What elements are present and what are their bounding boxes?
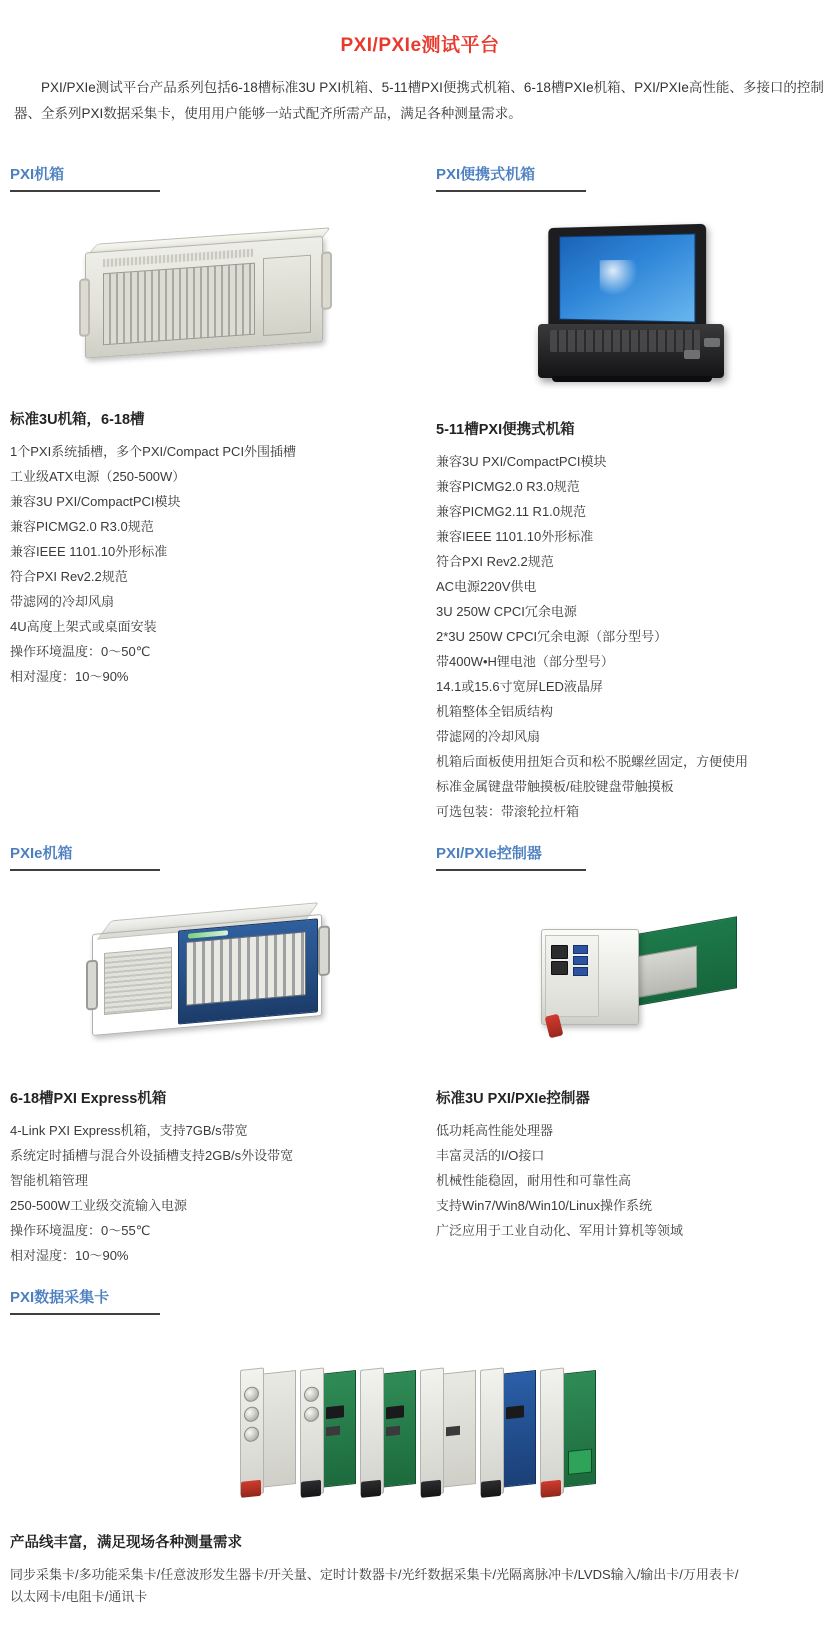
list-item: 兼容PICMG2.0 R3.0规范 bbox=[436, 479, 580, 494]
list-item: 工业级ATX电源（250-500W） bbox=[10, 469, 186, 484]
section-pxi-daq bbox=[10, 1270, 830, 1608]
list-item: 机箱整体全铝质结构 bbox=[436, 704, 554, 719]
list-item: 带滤网的冷却风扇 bbox=[10, 594, 115, 609]
chassis-illustration bbox=[77, 227, 337, 375]
section-heading-pxi-chassis: PXI机箱 bbox=[10, 163, 160, 192]
list-item: 1个PXI系统插槽，多个PXI/Compact PCI外围插槽 bbox=[10, 444, 297, 459]
daq-product-line-1: 同步采集卡/多功能采集卡/任意波形发生器卡/开关量、定时计数器卡/光纤数据采集卡/光隔离脉冲卡/LVDS输入/输出卡/万用表卡/ bbox=[10, 1567, 739, 1582]
daq-cards-illustration bbox=[240, 1349, 600, 1499]
section-pxi-controller bbox=[420, 826, 830, 1270]
sub-title-pxi-portable: 5-11槽PXI便携式机箱 bbox=[436, 422, 575, 438]
list-item: 兼容IEEE 1101.10外形标准 bbox=[10, 544, 168, 559]
daq-product-line-2: 以太网卡/电阻卡/通讯卡 bbox=[10, 1589, 148, 1604]
list-item: 丰富灵活的I/O接口 bbox=[436, 1148, 545, 1163]
list-item: 4-Link PXI Express机箱，支持7GB/s带宽 bbox=[10, 1123, 248, 1138]
list-item: 标准金属键盘带触摸板/硅胶键盘带触摸板 bbox=[436, 779, 674, 794]
list-item: 符合PXI Rev2.2规范 bbox=[436, 554, 554, 569]
sub-title-pxi-controller: 标准3U PXI/PXIe控制器 bbox=[436, 1091, 590, 1107]
section-heading-pxie-chassis: PXIe机箱 bbox=[10, 842, 160, 871]
section-pxie-chassis bbox=[10, 826, 420, 1270]
controller-illustration bbox=[523, 915, 743, 1045]
section-heading-pxi-portable: PXI便携式机箱 bbox=[436, 163, 586, 192]
list-item: 操作环境温度：0～50℃ bbox=[10, 644, 151, 659]
list-item: 可选包装：带滚轮拉杆箱 bbox=[436, 804, 580, 819]
pxie-chassis-illustration bbox=[82, 899, 332, 1061]
list-item: 兼容3U PXI/CompactPCI模块 bbox=[10, 494, 181, 509]
list-item: 低功耗高性能处理器 bbox=[436, 1123, 554, 1138]
list-item: 兼容IEEE 1101.10外形标准 bbox=[436, 529, 594, 544]
section-heading-pxi-controller: PXI/PXIe控制器 bbox=[436, 842, 586, 871]
list-item: 系统定时插槽与混合外设插槽支持2GB/s外设带宽 bbox=[10, 1148, 294, 1163]
list-item: 兼容3U PXI/CompactPCI模块 bbox=[436, 454, 607, 469]
sub-title-pxi-chassis: 标准3U机箱，6-18槽 bbox=[10, 412, 145, 428]
list-item: 14.1或15.6寸宽屏LED液晶屏 bbox=[436, 679, 603, 694]
list-item: 支持Win7/Win8/Win10/Linux操作系统 bbox=[436, 1198, 652, 1213]
section-pxi-portable bbox=[420, 147, 830, 826]
list-item: 2*3U 250W CPCI冗余电源（部分型号） bbox=[436, 629, 668, 644]
portable-chassis-illustration bbox=[538, 226, 728, 386]
content-grid bbox=[10, 147, 830, 1608]
sub-title-pxie-chassis: 6-18槽PXI Express机箱 bbox=[10, 1091, 167, 1107]
pxi-3u-chassis-photo bbox=[10, 206, 404, 396]
feature-list-pxie-chassis bbox=[10, 1120, 404, 1267]
list-item: AC电源220V供电 bbox=[436, 579, 537, 594]
list-item: 智能机箱管理 bbox=[10, 1173, 89, 1188]
list-item: 带400W•H锂电池（部分型号） bbox=[436, 654, 614, 669]
list-item: 机械性能稳固，耐用性和可靠性高 bbox=[436, 1173, 632, 1188]
feature-list-pxi-chassis bbox=[10, 441, 404, 688]
list-item: 4U高度上架式或桌面安装 bbox=[10, 619, 157, 634]
pxie-chassis-photo bbox=[10, 885, 404, 1075]
pxi-portable-chassis-photo bbox=[436, 206, 830, 406]
list-item: 带滤网的冷却风扇 bbox=[436, 729, 541, 744]
sub-title-pxi-daq: 产品线丰富，满足现场各种测量需求 bbox=[10, 1535, 242, 1551]
pxi-daq-cards-photo bbox=[10, 1329, 830, 1519]
pxi-controller-photo bbox=[436, 885, 830, 1075]
list-item: 兼容PICMG2.0 R3.0规范 bbox=[10, 519, 154, 534]
feature-list-pxi-controller bbox=[436, 1120, 830, 1242]
list-item: 机箱后面板使用扭矩合页和松不脱螺丝固定，方便使用 bbox=[436, 754, 749, 769]
intro-paragraph: PXI/PXIe测试平台产品系列包括6-18槽标准3U PXI机箱、5-11槽PXI便携式机箱、6-18槽PXIe机箱、PXI/PXIe高性能、多接口的控制器、全系列PXI数据采集卡，使用用户能够一站式配齐所需产品，满足各种测量需求。 bbox=[14, 80, 824, 121]
page-title: PXI/PXIe测试平台 bbox=[340, 35, 500, 56]
list-item: 3U 250W CPCI冗余电源 bbox=[436, 604, 577, 619]
section-heading-pxi-daq: PXI数据采集卡 bbox=[10, 1286, 160, 1315]
list-item: 兼容PICMG2.11 R1.0规范 bbox=[436, 504, 587, 519]
list-item: 相对湿度：10～90% bbox=[10, 1248, 129, 1263]
list-item: 相对湿度：10～90% bbox=[10, 669, 129, 684]
list-item: 符合PXI Rev2.2规范 bbox=[10, 569, 128, 584]
list-item: 广泛应用于工业自动化、军用计算机等领域 bbox=[436, 1223, 684, 1238]
section-pxi-chassis bbox=[10, 147, 420, 826]
list-item: 250-500W工业级交流输入电源 bbox=[10, 1198, 187, 1213]
feature-list-pxi-portable bbox=[436, 451, 830, 823]
list-item: 操作环境温度：0～55℃ bbox=[10, 1223, 151, 1238]
